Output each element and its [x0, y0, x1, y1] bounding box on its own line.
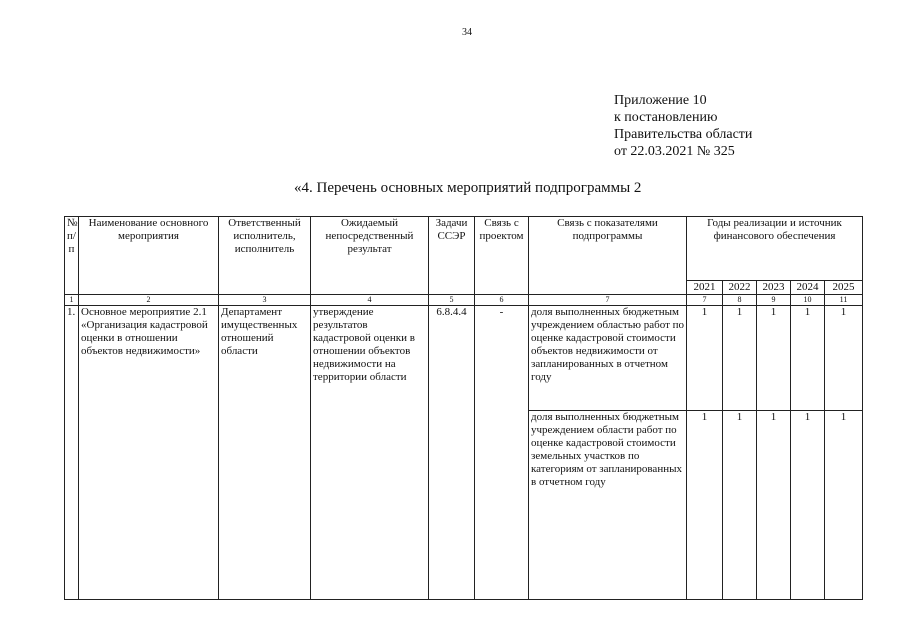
measures-table	[64, 216, 863, 600]
year-cell: 2024	[791, 281, 825, 295]
year-cell: 2025	[825, 281, 863, 295]
column-number: 2	[79, 295, 219, 306]
column-number: 7	[687, 295, 723, 306]
column-number-row	[65, 295, 863, 306]
indicator-value: 1	[791, 411, 825, 600]
column-number: 5	[429, 295, 475, 306]
header-no: № п/п	[65, 217, 79, 295]
row-no: 1.	[65, 306, 79, 600]
header-link-projects: Связь с проектом	[475, 217, 529, 295]
indicator-value: 1	[825, 411, 863, 600]
column-number: 7	[529, 295, 687, 306]
indicator-value: 1	[687, 411, 723, 600]
indicator-text: доля выполненных бюджетным учреждением области работ по оценке кадастровой стоимости земельных участков по категориям от запланированных в отчетном году	[529, 411, 687, 600]
indicator-text: доля выполненных бюджетным учреждением областью работ по оценке кадастровой стоимости объектов недвижимости от запланированных в отчетном году	[529, 306, 687, 411]
column-number: 1	[65, 295, 79, 306]
column-number: 3	[219, 295, 311, 306]
appendix-line: Правительства области	[614, 127, 753, 142]
indicator-value: 1	[723, 411, 757, 600]
indicator-value: 1	[791, 306, 825, 411]
header-row	[65, 217, 863, 281]
header-years-group: Годы реализации и источник финансового обеспечения	[687, 217, 863, 281]
year-cell: 2021	[687, 281, 723, 295]
appendix-line: к постановлению	[614, 110, 718, 125]
row-responsible: Департамент имущественных отношений области	[219, 306, 311, 600]
indicator-value: 1	[757, 411, 791, 600]
column-number: 8	[723, 295, 757, 306]
header-tasks: Задачи ССЭР	[429, 217, 475, 295]
header-link-indicators: Связь с показателями подпрограммы	[529, 217, 687, 295]
indicator-value: 1	[825, 306, 863, 411]
column-number: 9	[757, 295, 791, 306]
row-expected: утверждение результатов кадастровой оценки в отношении объектов недвижимости на территории области	[311, 306, 429, 600]
appendix-line: от 22.03.2021 № 325	[614, 144, 735, 159]
header-responsible: Ответственный исполнитель, исполнитель	[219, 217, 311, 295]
header-name: Наименование основного мероприятия	[79, 217, 219, 295]
appendix-block	[614, 92, 752, 160]
year-cell: 2022	[723, 281, 757, 295]
indicator-value: 1	[687, 306, 723, 411]
header-expected: Ожидаемый непосредственный результат	[311, 217, 429, 295]
row-tasks: 6.8.4.4	[429, 306, 475, 600]
page-number: 34	[462, 27, 472, 38]
year-cell: 2023	[757, 281, 791, 295]
column-number: 4	[311, 295, 429, 306]
row-link-projects: -	[475, 306, 529, 600]
document-title: «4. Перечень основных мероприятий подпрограммы 2	[294, 180, 642, 196]
indicator-value: 1	[757, 306, 791, 411]
row-name: Основное мероприятие 2.1 «Организация кадастровой оценки в отношении объектов недвижимости»	[79, 306, 219, 600]
column-number: 10	[791, 295, 825, 306]
appendix-line: Приложение 10	[614, 93, 707, 108]
indicator-value: 1	[723, 306, 757, 411]
table-row	[65, 306, 863, 411]
column-number: 6	[475, 295, 529, 306]
column-number: 11	[825, 295, 863, 306]
